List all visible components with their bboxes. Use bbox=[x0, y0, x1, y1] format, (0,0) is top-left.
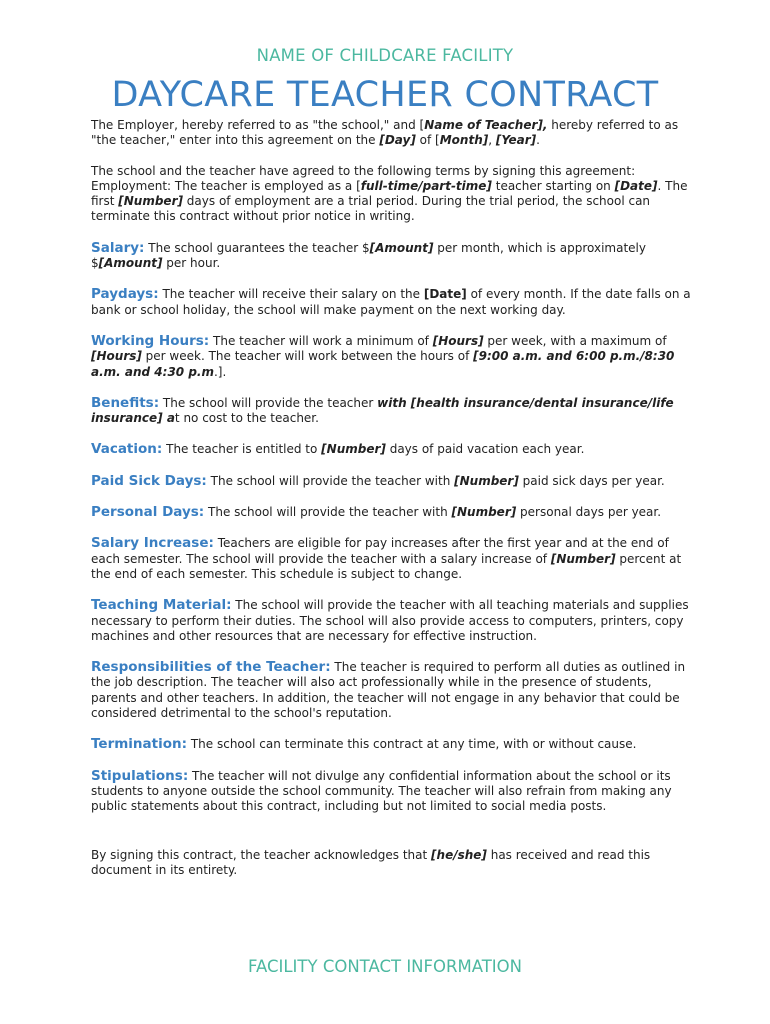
sick-days-section: Paid Sick Days: The school will provide the teacher with [Number] paid sick days per year. bbox=[91, 472, 665, 489]
min-hours-placeholder: [Hours] bbox=[432, 333, 484, 348]
max-hours-placeholder: [Hours] bbox=[91, 349, 142, 364]
responsibilities-heading: Responsibilities of the Teacher: bbox=[91, 659, 331, 676]
trial-days-placeholder: [Number] bbox=[118, 194, 183, 209]
day-placeholder: [Day] bbox=[379, 133, 416, 148]
payday-date-placeholder: [Date] bbox=[423, 287, 467, 302]
sick-days-heading: Paid Sick Days: bbox=[91, 472, 207, 489]
stipulations-section: Stipulations: The teacher will not divulge any confidential information about the school or its students to anyone outside the school community. The teacher will also refrain from making any public statements about this contract, including but not limited to social media posts. bbox=[91, 767, 672, 814]
benefits-heading: Benefits: bbox=[91, 394, 160, 411]
salary-increase-heading: Salary Increase: bbox=[91, 535, 214, 552]
hours-range-placeholder: [9:00 a.m. and 6:00 p.m./8:30 a.m. and 4:30 p.m bbox=[91, 349, 675, 379]
month-placeholder: Month] bbox=[439, 133, 489, 148]
facility-name: NAME OF CHILDCARE FACILITY bbox=[256, 46, 514, 65]
working-hours-section: Working Hours: The teacher will work a minimum of [Hours] per week, with a maximum of [Hours] per week. The teacher will work between the hours of [9:00 a.m. and 6:00 p.m./8:30 a.m. and 4:30 p.m.]. bbox=[91, 332, 675, 379]
facility-contact-information: FACILITY CONTACT INFORMATION bbox=[248, 957, 522, 976]
responsibilities-section: Responsibilities of the Teacher: The teacher is required to perform all duties as outlined in the job description. The teacher will also act professionally while in the presence of students, parents and other teachers. In addition, the teacher will not engage in any behavior that could be considered detrimental to the school's reputation. bbox=[91, 659, 686, 721]
salary-increase-section: Salary Increase: Teachers are eligible for pay increases after the first year and at the end of each semester. The school will provide the teacher with a salary increase of [Number] percent at the end of each semester. This schedule is subject to change. bbox=[91, 535, 682, 581]
vacation-heading: Vacation: bbox=[91, 441, 163, 458]
stipulations-heading: Stipulations: bbox=[91, 767, 189, 784]
paydays-section: Paydays: The teacher will receive their salary on the [Date] of every month. If the date falls on a bank or school holiday, the school will make payment on the next working day. bbox=[91, 286, 691, 317]
teacher-name-placeholder: Name of Teacher], bbox=[424, 118, 548, 132]
increase-percent-placeholder: [Number] bbox=[550, 551, 616, 566]
monthly-amount-placeholder: [Amount] bbox=[369, 240, 434, 255]
contract-body bbox=[91, 118, 691, 878]
vacation-days-placeholder: [Number] bbox=[321, 442, 386, 457]
termination-section: Termination: The school can terminate this contract at any time, with or without cause. bbox=[91, 736, 637, 753]
teaching-material-heading: Teaching Material: bbox=[91, 597, 232, 614]
personal-days-section: Personal Days: The school will provide the teacher with [Number] personal days per year. bbox=[91, 504, 662, 521]
paydays-heading: Paydays: bbox=[91, 286, 159, 303]
salary-heading: Salary: bbox=[91, 239, 145, 256]
benefits-section: Benefits: The school will provide the teacher with [health insurance/dental insurance/life insurance] at no cost to the teacher. bbox=[91, 394, 674, 426]
document-title: DAYCARE TEACHER CONTRACT bbox=[111, 75, 659, 115]
hourly-amount-placeholder: [Amount] bbox=[98, 256, 163, 271]
salary-section: Salary: The school guarantees the teacher $[Amount] per month, which is approximately $[Amount] per hour. bbox=[91, 239, 646, 271]
employment-type-placeholder: full-time/part-time] bbox=[360, 178, 492, 193]
teaching-material-section: Teaching Material: The school will provide the teacher with all teaching materials and supplies necessary to perform their duties. The school will also provide access to computers, printers, copy machines and other resources that are necessary for effective instruction. bbox=[91, 597, 689, 643]
vacation-section: Vacation: The teacher is entitled to [Number] days of paid vacation each year. bbox=[91, 441, 585, 458]
benefits-list-placeholder: with [health insurance/dental insurance/life insurance] a bbox=[91, 395, 674, 426]
working-hours-heading: Working Hours: bbox=[91, 332, 210, 349]
termination-heading: Termination: bbox=[91, 736, 188, 753]
pronoun-placeholder: [he/she] bbox=[431, 847, 487, 862]
sick-days-placeholder: [Number] bbox=[454, 473, 519, 488]
start-date-placeholder: [Date] bbox=[614, 178, 658, 193]
personal-days-heading: Personal Days: bbox=[91, 504, 205, 521]
year-placeholder: [Year] bbox=[495, 133, 537, 148]
personal-days-placeholder: [Number] bbox=[451, 505, 517, 520]
intro-paragraph: The Employer, hereby referred to as "the school," and [Name of Teacher], hereby referred to as "the teacher," enter into this agreement on the [Day] of [Month], [Year]. bbox=[91, 118, 679, 148]
terms-paragraph: The school and the teacher have agreed to the following terms by signing this agreement: Employment: The teacher is employed as a [full-time/part-time] teacher starting on [Date]. The first [Number] days of employment are a trial period. During the trial period, the school can terminate this contract without prior notice in writing. bbox=[91, 163, 688, 224]
closing-paragraph: By signing this contract, the teacher acknowledges that [he/she] has received and read this document in its entirety. bbox=[91, 847, 651, 877]
